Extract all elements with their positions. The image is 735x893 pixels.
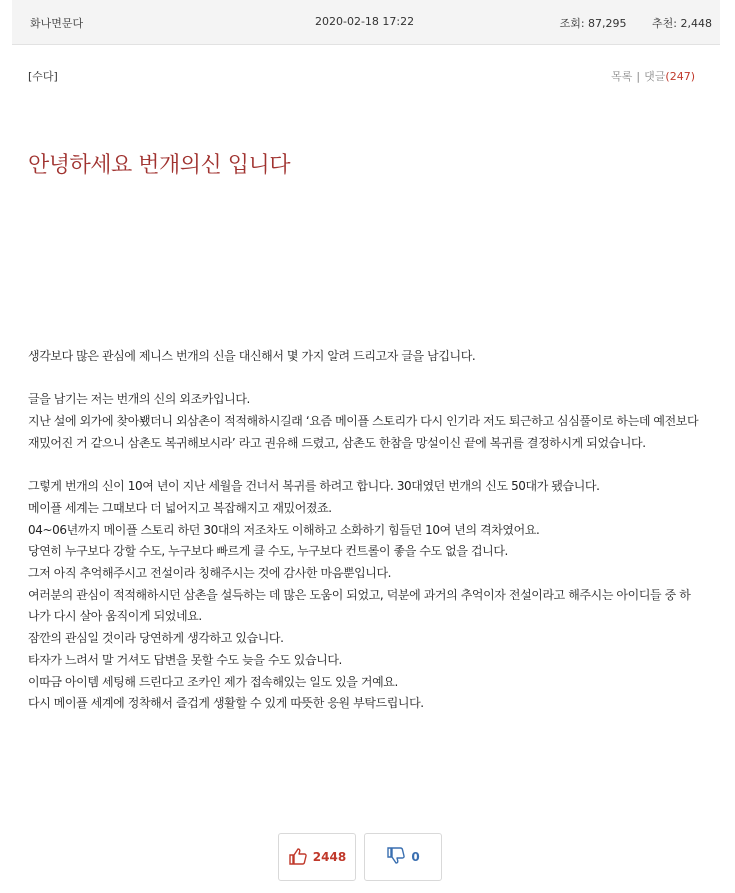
body-line: 잠깐의 관심일 것이라 당연하게 생각하고 있습니다. [28, 631, 284, 646]
nav-separator: | [636, 70, 641, 83]
body-line: 이따금 아이템 세팅해 드린다고 조카인 제가 접속해있는 일도 있을 거예요. [28, 674, 398, 689]
downvote-count: 0 [411, 850, 420, 864]
paragraph-gap [28, 368, 700, 390]
paragraph-gap [28, 455, 700, 477]
list-link[interactable]: 목록 [611, 70, 633, 83]
upvote-count: 2448 [312, 850, 347, 864]
recommend-count: 2,448 [680, 17, 712, 30]
upvote-button[interactable] [278, 833, 356, 881]
body-line: 메이플 세계는 그때보다 더 넓어지고 복잡해지고 재밌어졌죠. [28, 500, 332, 515]
post-category: [수다] [28, 70, 58, 83]
post-stats [538, 15, 712, 31]
body-line: 다시 메이플 세계에 정착해서 즐겁게 생활할 수 있게 따뜻한 응원 부탁드립니다. [28, 696, 424, 711]
body-line: 타자가 느려서 말 거셔도 답변을 못할 수도 늦을 수도 있습니다. [28, 652, 342, 667]
body-line: 지난 설에 외가에 찾아뵀더니 외삼촌이 적적해하시길래 ‘요즘 메이플 스토리가 다시 인기라 저도 퇴근하고 심심풀이로 하는데 예전보다 재밌어진 거 같으니 삼촌도 복귀해보시라’ 라고 권유해 드렸고, 삼촌도 한참을 망설이신 끝에 복귀를 결정하시게 되었습니다. [28, 414, 699, 450]
body-line: 04~06년까지 메이플 스토리 하던 30대의 저조차도 이해하고 소화하기 힘들던 10여 년의 격차였어요. [28, 522, 540, 537]
body-line: 생각보다 많은 관심에 제니스 번개의 신을 대신해서 몇 가지 알려 드리고자 글을 남깁니다. [28, 349, 476, 363]
body-line: 당연히 누구보다 강할 수도, 누구보다 빠르게 클 수도, 누구보다 컨트롤이 좋을 수도 없을 겁니다. [28, 544, 508, 559]
post-title: 안녕하세요 번개의신 입니다 [28, 153, 291, 178]
recommend-label: 추천: [652, 17, 677, 30]
post-date: 2020-02-18 17:22 [315, 15, 415, 28]
body-line: 그렇게 번개의 신이 10여 년이 지난 세월을 건너서 복귀를 하려고 합니다. 30대였던 번개의 신도 50대가 됐습니다. [28, 479, 600, 494]
thumbs-down-icon [386, 847, 411, 868]
recommend-stat [652, 17, 712, 30]
downvote-button[interactable] [364, 833, 442, 881]
views-count: 87,295 [588, 17, 627, 30]
views-stat [560, 17, 627, 30]
author-name[interactable]: 화나면문다 [30, 17, 84, 30]
post-nav [611, 68, 695, 84]
thumbs-up-icon [288, 847, 313, 868]
post-header-bar [12, 0, 720, 45]
comments-link[interactable] [644, 70, 695, 83]
post-body [28, 346, 700, 715]
comments-label: 댓글 [644, 70, 666, 83]
body-line: 여러분의 관심이 적적해하시던 삼촌을 설득하는 데 많은 도움이 되었고, 덕분에 과거의 추억이자 전설이라고 해주시는 아이디들 중 하나가 다시 살아 움직이게 되었네요. [28, 587, 691, 624]
body-line: 글을 남기는 저는 번개의 신의 외조카입니다. [28, 392, 250, 407]
views-label: 조회: [559, 17, 585, 30]
body-line: 그저 아직 추억해주시고 전설이라 칭해주시는 것에 감사한 마음뿐입니다. [28, 566, 392, 580]
comments-count: (247) [665, 70, 695, 83]
